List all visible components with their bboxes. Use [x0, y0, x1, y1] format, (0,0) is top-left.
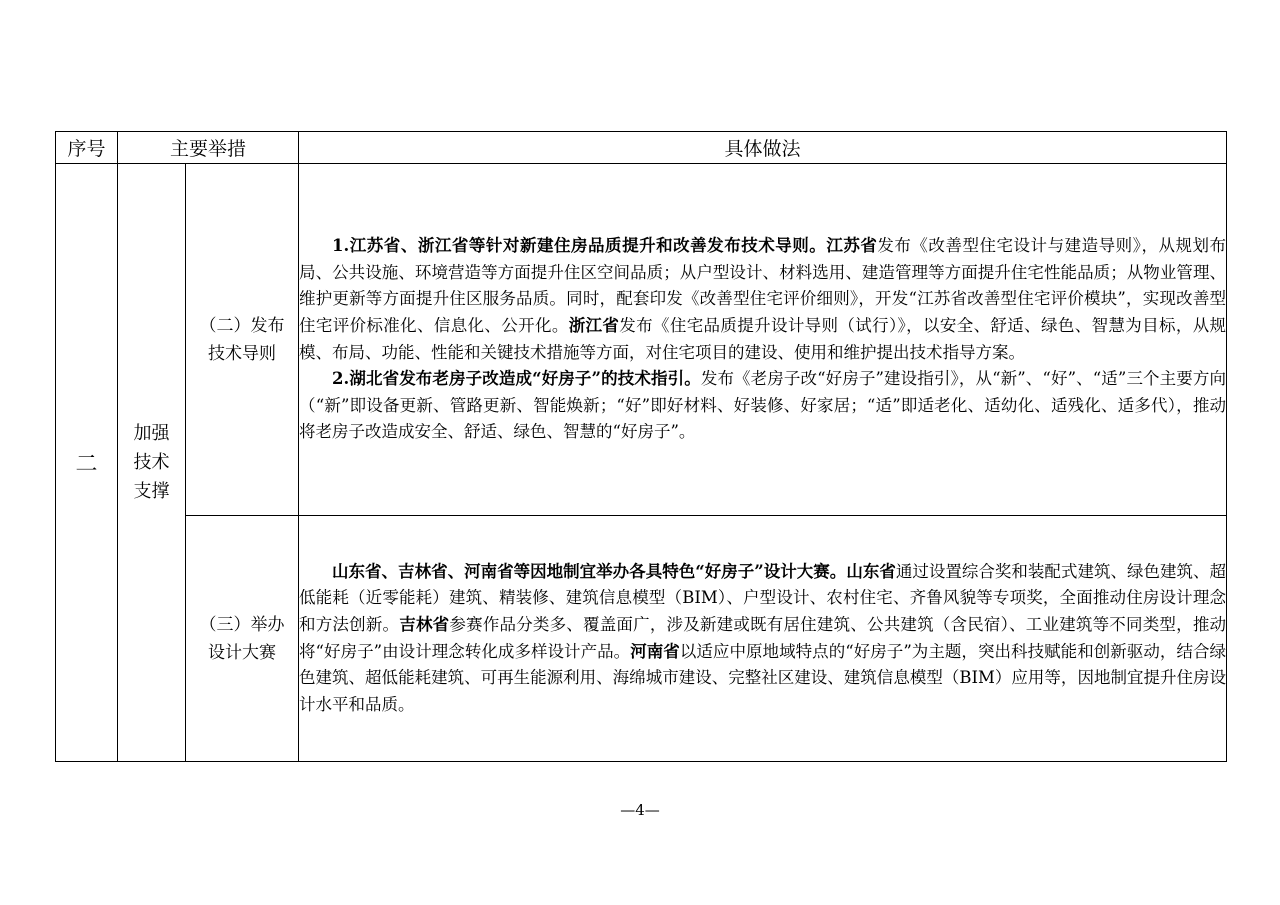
detail-body: [299, 233, 1226, 446]
seq-cell: 二: [56, 164, 118, 762]
detail-body: [299, 559, 1226, 719]
bold-text: 山东省、吉林省、河南省等因地制宜举办各具特色“好房子”设计大赛。: [332, 561, 847, 581]
bold-text: 山东省: [846, 561, 896, 581]
detail-cell: [299, 164, 1227, 516]
bold-text: 1.江苏省、浙江省等针对新建住房品质提升和改善发布技术导则。: [332, 236, 827, 256]
body-text: 发布《老房子改“好房子”建设指引》，从“新”、“好”、“适”三个主要方向（“新”即设备更新、管路更新、智能焕新；“好”即好材料、好装修、好家居；“适”即适老化、适幼化、适残化、适多代），推动将老房子改造成安全、舒适、绿色、智慧的“好房子”。: [299, 369, 1227, 442]
header-row: [56, 132, 1227, 164]
sub-measure-cell: [186, 164, 299, 516]
bold-text: 河南省: [630, 641, 680, 661]
header-measure: 主要举措: [118, 132, 299, 164]
sub-measure-text: （三）举办设计大赛: [199, 614, 285, 663]
detail-paragraph: [299, 233, 1226, 366]
measure-cell: [118, 164, 186, 762]
header-detail: 具体做法: [299, 132, 1227, 164]
detail-cell: [299, 516, 1227, 762]
detail-paragraph: [299, 559, 1226, 719]
bold-text: 吉林省: [399, 614, 450, 634]
bold-text: 浙江省: [568, 315, 620, 335]
sub-measure-cell: [186, 516, 299, 762]
header-seq: 序号: [56, 132, 118, 164]
page-number: —4—: [620, 801, 660, 819]
body-text: 通过设置综合奖和装配式建筑、绿色建筑、超低能耗（近零能耗）建筑、精装修、建筑信息模型（BIM）、户型设计、农村住宅、齐鲁风貌等专项奖，全面推动住房设计理念和方法创新。: [299, 561, 1227, 634]
body-text: 以适应中原地域特点的“好房子”为主题，突出科技赋能和创新驱动，结合绿色建筑、超低能耗建筑、可再生能源利用、海绵城市建设、完整社区建设、建筑信息模型（BIM）应用等，因地制宜提升住房设计水平和品质。: [299, 641, 1227, 714]
sub-measure-text: （二）发布技术导则: [199, 315, 285, 364]
body-text: 参赛作品分类多、覆盖面广，涉及新建或既有居住建筑、公共建筑（含民宿）、工业建筑等不同类型，推动将“好房子”由设计理念转化成多样设计产品。: [299, 614, 1227, 661]
measures-table: [55, 131, 1227, 762]
body-text: 发布《改善型住宅设计与建造导则》，从规划布局、公共设施、环境营造等方面提升住区空间品质；从户型设计、材料选用、建造管理等方面提升住宅性能品质；从物业管理、维护更新等方面提升住区服务品质。同时，配套印发《改善型住宅评价细则》，开发“江苏省改善型住宅评价模块”，实现改善型住宅评价标准化、信息化、公开化。: [299, 236, 1227, 335]
body-text: 发布《住宅品质提升设计导则（试行）》，以安全、舒适、绿色、智慧为目标，从规模、布局、功能、性能和关键技术措施等方面，对住宅项目的建设、使用和维护提出技术指导方案。: [299, 315, 1227, 362]
detail-paragraph: [299, 366, 1226, 446]
bold-text: 2.湖北省发布老房子改造成“好房子”的技术指引。: [332, 369, 701, 389]
measure-text: 加强技术支撑: [133, 423, 170, 502]
table-row: [56, 516, 1227, 762]
table-row: [56, 164, 1227, 516]
bold-text: 江苏省: [826, 236, 878, 256]
